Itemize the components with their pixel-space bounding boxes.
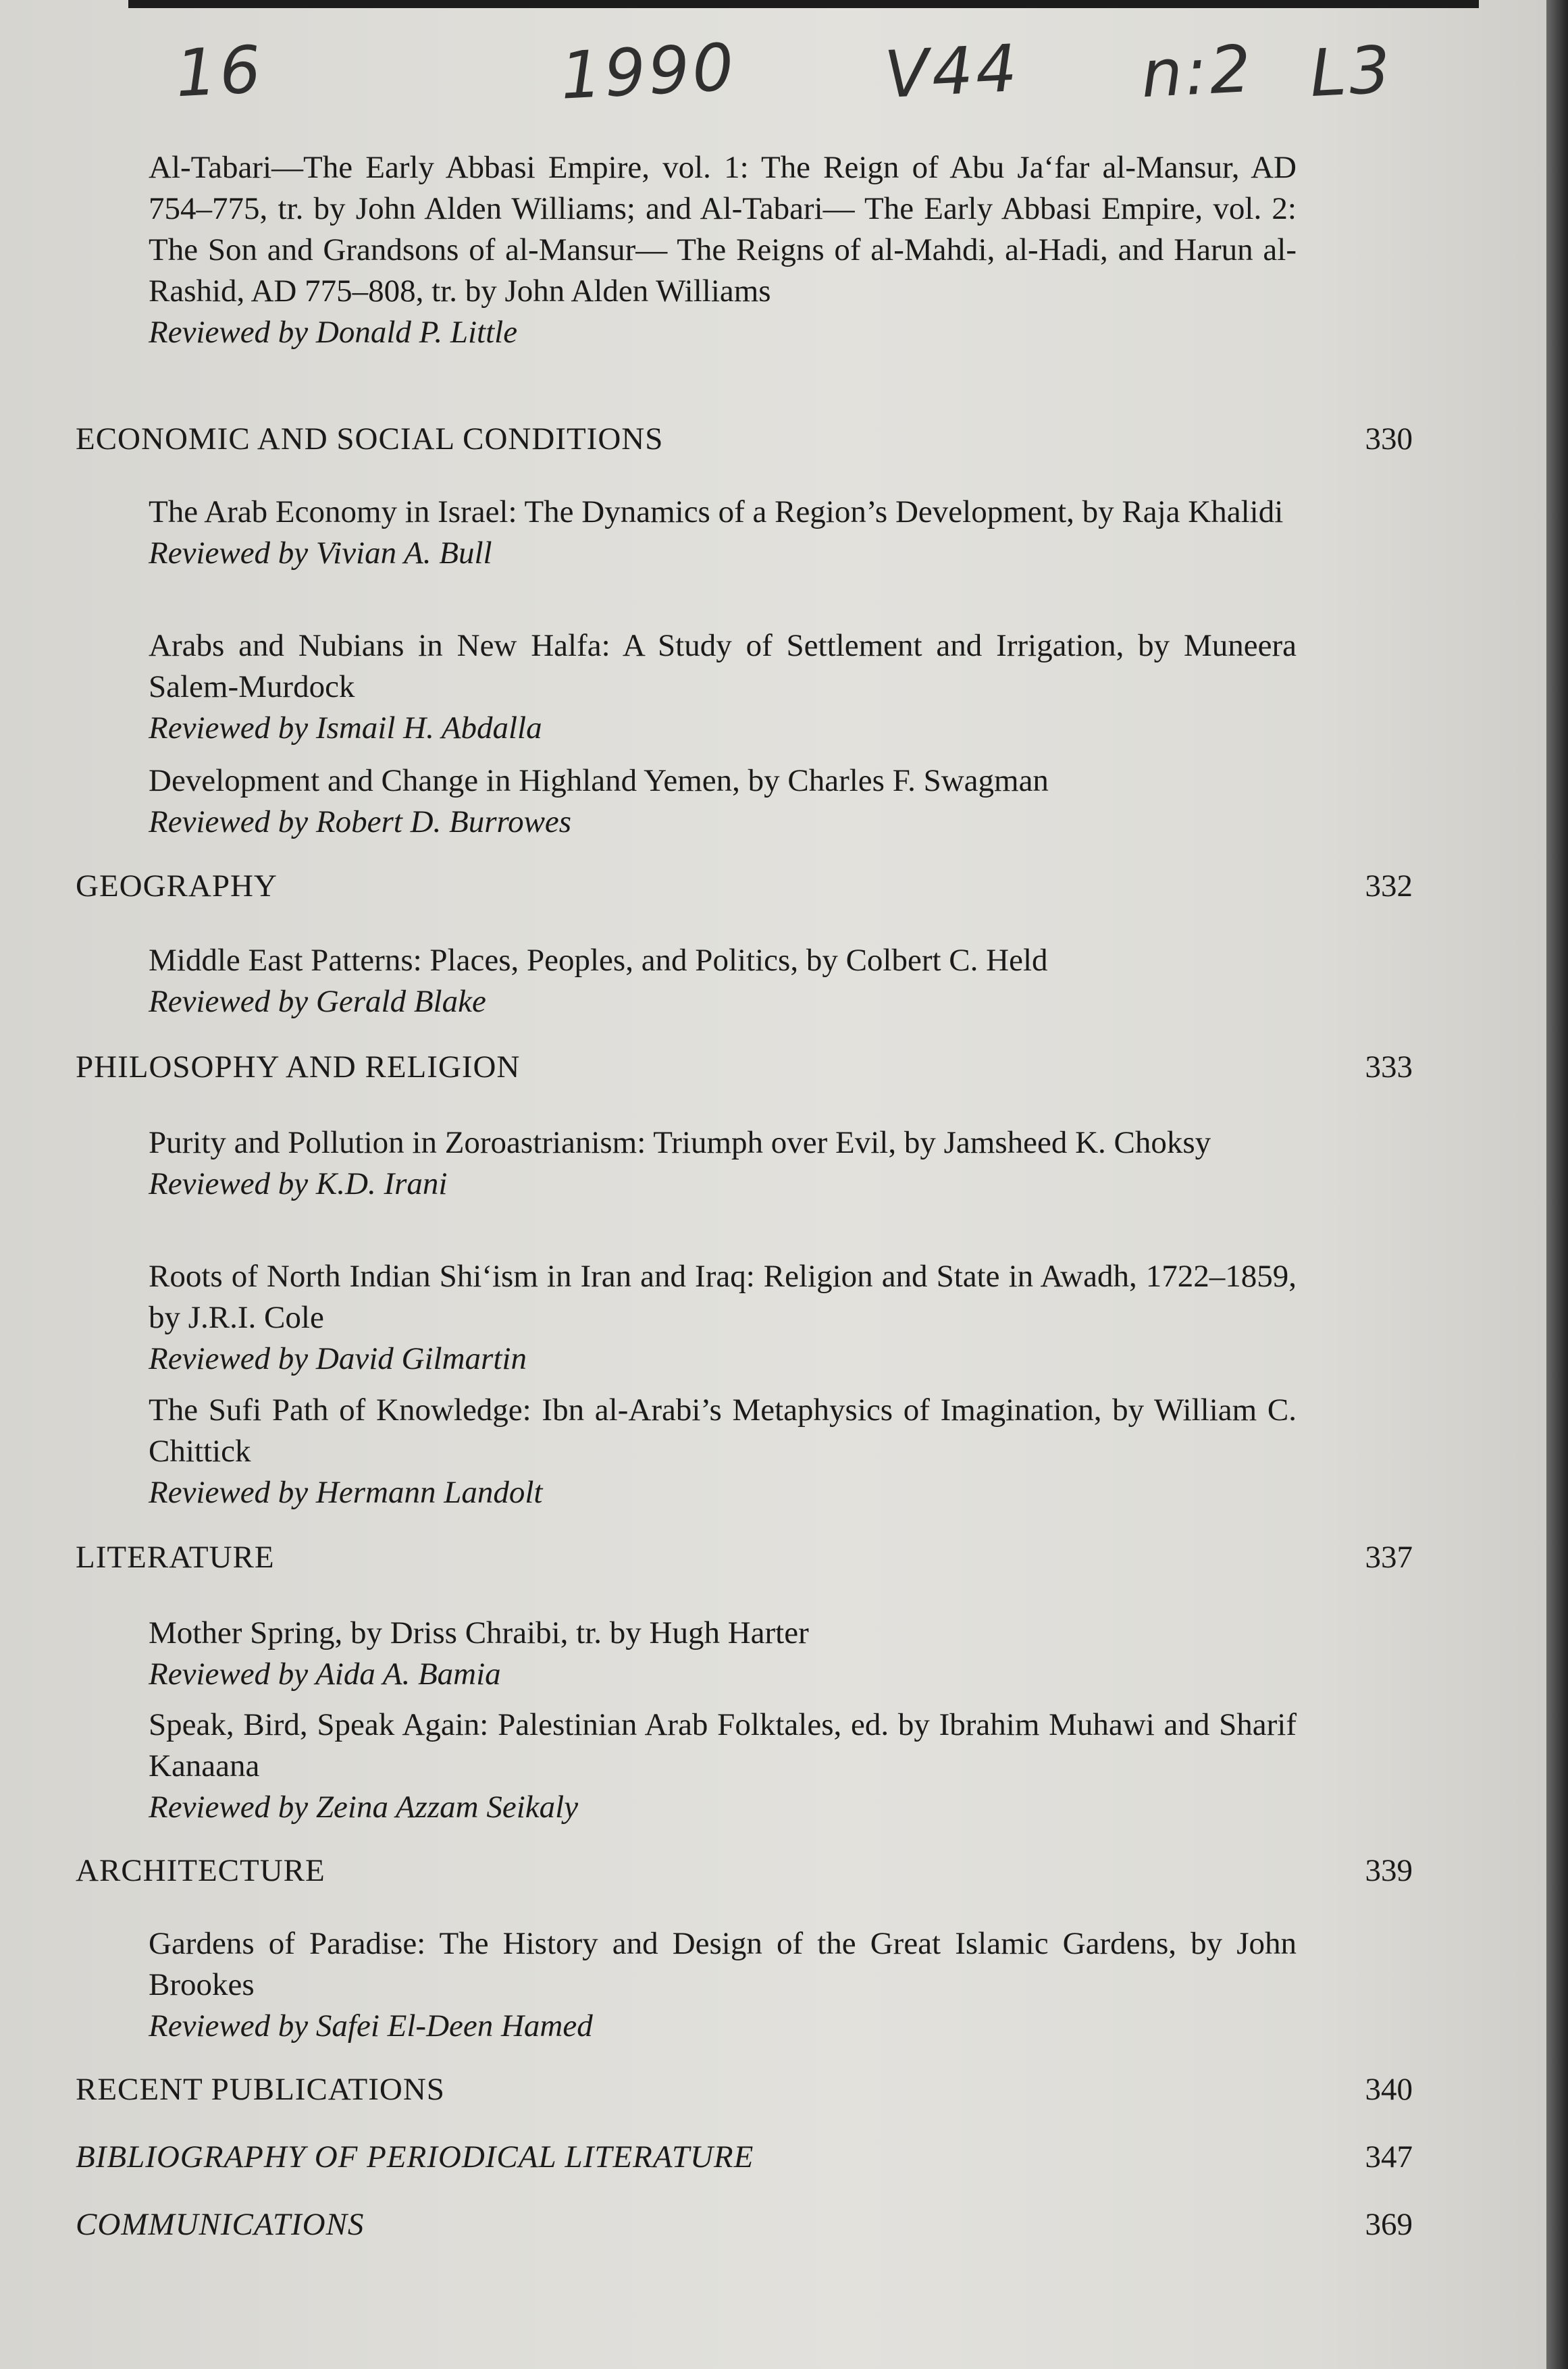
toc-entry [149,625,1297,749]
handwritten-annotation-2: 1990 [558,29,739,114]
section-page-number: 339 [1365,1853,1413,1888]
entry-title: Gardens of Paradise: The History and Design of the Great Islamic Gardens, by John Brookes [149,1926,1297,2002]
entry-reviewer: Reviewed by Safei El-Deen Hamed [149,2008,593,2043]
toc-entry [149,940,1297,1022]
entry-title: The Arab Economy in Israel: The Dynamics of a Region’s Development, by Raja Khalidi [149,494,1284,529]
section-heading [76,2069,1413,2110]
section-heading [76,1047,1413,1088]
section-page-number: 340 [1365,2072,1413,2107]
toc-entry [149,492,1297,574]
entry-title: Al-Tabari—The Early Abbasi Empire, vol. 1: The Reign of Abu Ja‘far al-Mansur, AD 754–775, tr. by John Alden Williams; and Al-Tabari— The Early Abbasi Empire, vol. 2: The Son and Grandsons of al-Mansur— The Reigns of al-Mahdi, al-Hadi, and Harun al-Rashid, AD 775–808, tr. by John Alden Williams [149,150,1297,309]
section-heading [76,1850,1413,1892]
handwritten-annotation-5: L3 [1308,31,1395,112]
entry-title: Development and Change in Highland Yemen, by Charles F. Swagman [149,763,1049,798]
entry-title: Arabs and Nubians in New Halfa: A Study of Settlement and Irrigation, by Muneera Salem-Murdock [149,628,1297,704]
entry-reviewer: Reviewed by Ismail H. Abdalla [149,710,542,746]
section-label: ARCHITECTURE [76,1853,325,1888]
entry-reviewer: Reviewed by Vivian A. Bull [149,536,492,571]
section-label: BIBLIOGRAPHY OF PERIODICAL LITERATURE [76,2139,754,2175]
entry-title: Mother Spring, by Driss Chraibi, tr. by Hugh Harter [149,1615,809,1650]
section-page-number: 347 [1365,2139,1413,2175]
handwritten-annotation-4: n:2 [1139,30,1256,113]
scan-top-edge [128,0,1479,8]
entry-reviewer: Reviewed by Aida A. Bamia [149,1657,501,1692]
handwritten-annotation [0,27,1546,122]
section-label: COMMUNICATIONS [76,2207,365,2242]
entry-reviewer: Reviewed by Donald P. Little [149,315,518,350]
section-page-number: 337 [1365,1540,1413,1575]
section-label: RECENT PUBLICATIONS [76,2072,445,2107]
toc-entry [149,147,1297,353]
section-page-number: 369 [1365,2207,1413,2242]
section-label: PHILOSOPHY AND RELIGION [76,1049,521,1085]
entry-title: Speak, Bird, Speak Again: Palestinian Arab Folktales, ed. by Ibrahim Muhawi and Sharif Kanaana [149,1707,1297,1784]
scan-right-edge [1546,0,1568,2369]
handwritten-annotation-3: V44 [883,30,1022,113]
section-page-number: 332 [1365,868,1413,904]
toc-entry [149,1122,1297,1205]
entry-title: The Sufi Path of Knowledge: Ibn al-Arabi’s Metaphysics of Imagination, by William C. Chittick [149,1392,1297,1469]
toc-entry [149,1613,1297,1695]
entry-reviewer: Reviewed by David Gilmartin [149,1341,527,1376]
toc-entry [149,760,1297,843]
section-page-number: 330 [1365,421,1413,457]
section-heading [76,866,1413,907]
toc-entry [149,1390,1297,1513]
handwritten-annotation-1: 16 [174,31,265,112]
entry-reviewer: Reviewed by Zeina Azzam Seikaly [149,1790,579,1825]
entry-reviewer: Reviewed by Hermann Landolt [149,1475,543,1510]
entry-title: Roots of North Indian Shi‘ism in Iran and Iraq: Religion and State in Awadh, 1722–1859, by J.R.I. Cole [149,1259,1297,1335]
entry-reviewer: Reviewed by K.D. Irani [149,1166,448,1201]
toc-entry [149,1256,1297,1380]
section-heading [76,1537,1413,1578]
toc-entry [149,1923,1297,2047]
entry-title: Middle East Patterns: Places, Peoples, and Politics, by Colbert C. Held [149,943,1048,978]
toc-entry [149,1704,1297,1828]
section-heading [76,2137,1413,2178]
entry-reviewer: Reviewed by Robert D. Burrowes [149,804,572,839]
section-label: LITERATURE [76,1540,275,1575]
section-heading [76,419,1413,460]
entry-title: Purity and Pollution in Zoroastrianism: Triumph over Evil, by Jamsheed K. Choksy [149,1125,1211,1160]
section-label: ECONOMIC AND SOCIAL CONDITIONS [76,421,664,457]
section-label: GEOGRAPHY [76,868,278,904]
entry-reviewer: Reviewed by Gerald Blake [149,984,486,1019]
section-page-number: 333 [1365,1049,1413,1085]
section-heading [76,2204,1413,2245]
